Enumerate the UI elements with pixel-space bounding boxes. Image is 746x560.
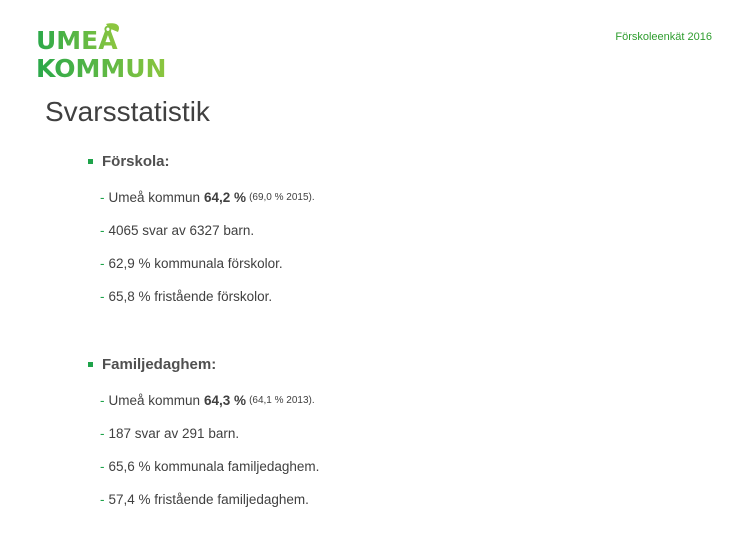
umea-kommun-logo — [36, 22, 186, 84]
stat-line — [88, 181, 315, 214]
dash-icon: - — [100, 289, 105, 304]
section-heading: Förskola: — [102, 152, 170, 170]
stat-line — [88, 214, 315, 247]
stat-prefix: Umeå kommun — [108, 190, 201, 205]
stat-line — [88, 483, 319, 516]
page-title: Svarsstatistik — [45, 96, 210, 127]
bullet-icon — [88, 362, 93, 367]
stat-note: (69,0 % 2015). — [249, 192, 315, 203]
section-heading-row — [88, 353, 319, 375]
stat-line — [88, 417, 319, 450]
stat-line — [88, 450, 319, 483]
dash-icon: - — [100, 492, 105, 507]
logo-line-2: KOMMUN — [36, 54, 167, 83]
stat-line — [88, 280, 315, 313]
bullet-icon — [88, 159, 93, 164]
stat-text: 65,8 % fristående förskolor. — [108, 289, 273, 304]
dash-icon: - — [100, 426, 105, 441]
section-heading-row — [88, 150, 315, 172]
dash-icon: - — [100, 459, 105, 474]
dash-icon: - — [100, 256, 105, 271]
logo-line-1: UMEÅ — [36, 26, 118, 55]
stat-prefix: Umeå kommun — [108, 393, 201, 408]
stat-text: 65,6 % kommunala familjedaghem. — [108, 459, 320, 474]
dash-icon: - — [100, 190, 105, 205]
section-forskola — [88, 150, 315, 313]
stat-value: 64,3 % — [204, 393, 247, 408]
stat-line — [88, 247, 315, 280]
stat-text: 62,9 % kommunala förskolor. — [108, 256, 283, 271]
section-familjedaghem — [88, 353, 319, 516]
stat-note: (64,1 % 2013). — [249, 395, 315, 406]
stat-text: 4065 svar av 6327 barn. — [108, 223, 255, 238]
stat-line — [88, 384, 319, 417]
stat-text: 187 svar av 291 barn. — [108, 426, 240, 441]
survey-label: Förskoleenkät 2016 — [615, 31, 712, 43]
dash-icon: - — [100, 393, 105, 408]
section-heading: Familjedaghem: — [102, 355, 217, 373]
stat-text: 57,4 % fristående familjedaghem. — [108, 492, 309, 507]
dash-icon: - — [100, 223, 105, 238]
logo-graphic — [36, 22, 186, 84]
stat-value: 64,2 % — [204, 190, 247, 205]
